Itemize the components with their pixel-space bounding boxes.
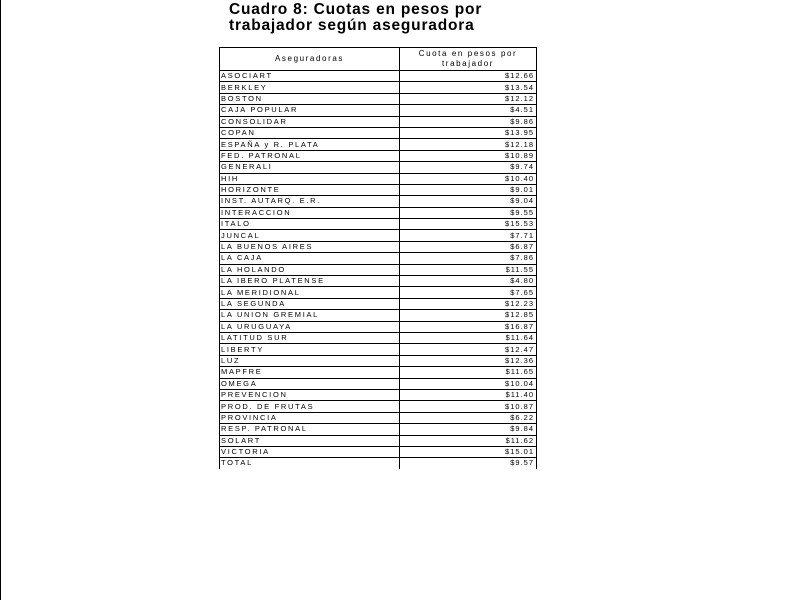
insurer-name-cell: HORIZONTE: [220, 184, 400, 195]
table-row: [220, 344, 537, 355]
table-row: [220, 321, 537, 332]
quota-value-cell: $11.64: [400, 332, 537, 343]
insurer-name-cell: LA MERIDIONAL: [220, 287, 400, 298]
table-row: [220, 139, 537, 150]
quota-value-cell: $9.74: [400, 162, 537, 173]
table-row: [220, 82, 537, 93]
table-row: [220, 378, 537, 389]
quota-value-cell: $15.53: [400, 219, 537, 230]
insurer-name-cell: FED. PATRONAL: [220, 150, 400, 161]
quota-value-cell: $9.86: [400, 116, 537, 127]
quota-value-cell: $9.01: [400, 184, 537, 195]
table-row: [220, 127, 537, 138]
table-row: [220, 435, 537, 446]
quotes-table: [219, 47, 537, 469]
quota-value-cell: $13.54: [400, 82, 537, 93]
insurer-name-cell: MAPFRE: [220, 367, 400, 378]
table-row: [220, 71, 537, 82]
quota-value-cell: $10.04: [400, 378, 537, 389]
table-body: [220, 71, 537, 469]
insurer-name-cell: LA SEGUNDA: [220, 298, 400, 309]
insurer-name-cell: COPAN: [220, 127, 400, 138]
insurer-name-cell: INST. AUTARQ. E.R.: [220, 196, 400, 207]
quota-value-cell: $4.51: [400, 105, 537, 116]
quota-value-cell: $7.65: [400, 287, 537, 298]
insurer-name-cell: PREVENCION: [220, 389, 400, 400]
insurer-name-cell: OMEGA: [220, 378, 400, 389]
quota-value-cell: $12.66: [400, 71, 537, 82]
table-row: [220, 196, 537, 207]
insurer-name-cell: LA IBERO PLATENSE: [220, 276, 400, 287]
table-row: [220, 184, 537, 195]
insurer-name-cell: ITALO: [220, 219, 400, 230]
table-row: [220, 446, 537, 457]
table-row: [220, 412, 537, 423]
insurer-name-cell: JUNCAL: [220, 230, 400, 241]
title-line-1: Cuadro 8: Cuotas en pesos por: [229, 1, 483, 18]
insurer-name-cell: ASOCIART: [220, 71, 400, 82]
table-row: [220, 116, 537, 127]
left-border-line: [0, 0, 1, 600]
table-row: [220, 401, 537, 412]
quota-value-cell: $10.89: [400, 150, 537, 161]
quota-value-cell: $12.36: [400, 355, 537, 366]
table-row: [220, 150, 537, 161]
table-row: [220, 219, 537, 230]
quota-value-cell: $11.40: [400, 389, 537, 400]
quota-header-line-2: trabajador: [441, 59, 495, 68]
quota-value-cell: $11.62: [400, 435, 537, 446]
quota-value-cell: $12.12: [400, 93, 537, 104]
table-row: [220, 332, 537, 343]
table-row: [220, 389, 537, 400]
insurer-name-cell: CONSOLIDAR: [220, 116, 400, 127]
insurer-name-cell: LA CAJA: [220, 253, 400, 264]
insurer-name-cell: VICTORIA: [220, 446, 400, 457]
table-row: [220, 310, 537, 321]
insurer-name-cell: SOLART: [220, 435, 400, 446]
insurer-name-cell: ESPAÑA y R. PLATA: [220, 139, 400, 150]
insurer-name-cell: INTERACCION: [220, 207, 400, 218]
quota-value-cell: $12.23: [400, 298, 537, 309]
table-row: [220, 287, 537, 298]
insurer-name-cell: PROD. DE FRUTAS: [220, 401, 400, 412]
insurer-column-header: Aseguradoras: [220, 48, 400, 71]
quota-value-cell: $6.22: [400, 412, 537, 423]
quota-value-cell: $7.71: [400, 230, 537, 241]
table-row: [220, 173, 537, 184]
insurer-name-cell: HIH: [220, 173, 400, 184]
table-row: [220, 207, 537, 218]
quota-value-cell: $10.87: [400, 401, 537, 412]
quota-value-cell: $9.55: [400, 207, 537, 218]
table-row: [220, 162, 537, 173]
table-row: [220, 105, 537, 116]
quota-value-cell: $13.95: [400, 127, 537, 138]
table-row: [220, 424, 537, 435]
quota-value-cell: $11.55: [400, 264, 537, 275]
quota-value-cell: $10.40: [400, 173, 537, 184]
table-row: [220, 276, 537, 287]
table-row: [220, 355, 537, 366]
insurer-name-cell: LATITUD SUR: [220, 332, 400, 343]
insurer-name-cell: GENERALI: [220, 162, 400, 173]
insurer-name-cell: BERKLEY: [220, 82, 400, 93]
quota-value-cell: $15.01: [400, 446, 537, 457]
insurer-name-cell: LA BUENOS AIRES: [220, 241, 400, 252]
insurer-name-cell: LA HOLANDO: [220, 264, 400, 275]
quota-column-header: [400, 48, 537, 71]
insurer-name-cell: BOSTON: [220, 93, 400, 104]
quota-value-cell: $9.84: [400, 424, 537, 435]
table-row: [220, 93, 537, 104]
quota-header-line-1: Cuota en pesos por: [418, 49, 518, 58]
quota-value-cell: $9.04: [400, 196, 537, 207]
quota-value-cell: $12.85: [400, 310, 537, 321]
table-row: [220, 253, 537, 264]
insurer-name-cell: LUZ: [220, 355, 400, 366]
table-row: [220, 230, 537, 241]
insurer-name-cell: RESP. PATRONAL: [220, 424, 400, 435]
quota-value-cell: $11.65: [400, 367, 537, 378]
quota-value-cell: $16.87: [400, 321, 537, 332]
total-value-cell: $9.57: [400, 458, 537, 469]
table-row: [220, 367, 537, 378]
total-label-cell: TOTAL: [220, 458, 400, 469]
quota-value-cell: $7.86: [400, 253, 537, 264]
quota-value-cell: $12.18: [400, 139, 537, 150]
insurer-name-cell: LA UNION GREMIAL: [220, 310, 400, 321]
insurer-name-cell: PROVINCIA: [220, 412, 400, 423]
table-row: [220, 298, 537, 309]
quota-value-cell: $6.87: [400, 241, 537, 252]
title-line-2: trabajador según aseguradora: [229, 17, 475, 34]
insurer-name-cell: LIBERTY: [220, 344, 400, 355]
table-row: [220, 241, 537, 252]
insurer-name-cell: CAJA POPULAR: [220, 105, 400, 116]
insurer-name-cell: LA URUGUAYA: [220, 321, 400, 332]
table-header-row: [220, 48, 537, 71]
quota-value-cell: $12.47: [400, 344, 537, 355]
table-row: [220, 264, 537, 275]
quota-value-cell: $4.80: [400, 276, 537, 287]
total-row: [220, 458, 537, 469]
page-title: [229, 2, 482, 34]
